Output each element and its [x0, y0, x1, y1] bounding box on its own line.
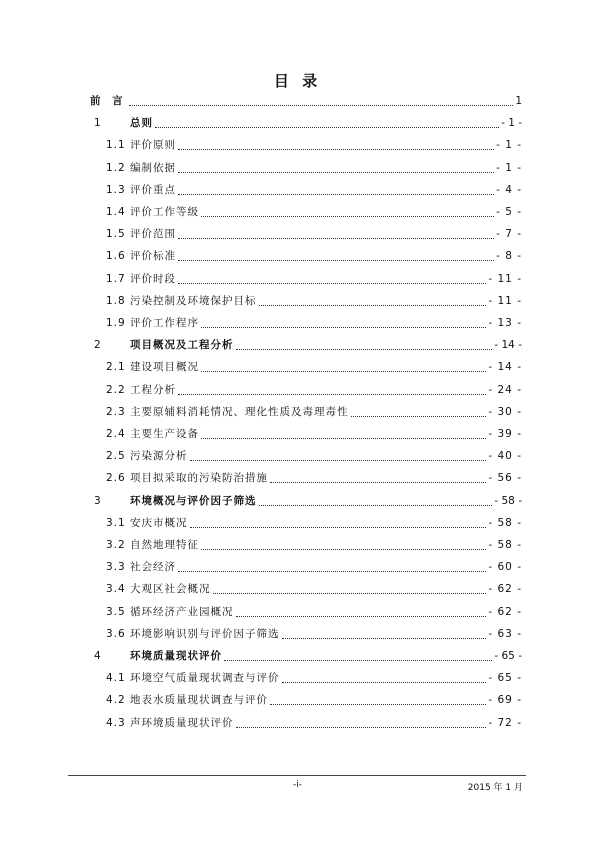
toc-entry[interactable] [90, 316, 522, 330]
toc-entry[interactable] [90, 693, 522, 707]
toc-entry-title: 自然地理特征 [130, 539, 200, 551]
toc-entry[interactable] [90, 205, 522, 219]
toc-entry-page: - 11 - [488, 272, 522, 285]
toc-leader-dots [190, 459, 487, 461]
toc-entry-page: - 62 - [488, 583, 522, 596]
toc-entry[interactable] [90, 138, 522, 152]
toc-entry[interactable] [90, 716, 522, 730]
toc-entry[interactable] [90, 427, 522, 441]
toc-entry[interactable] [90, 360, 522, 374]
toc-entry[interactable] [90, 671, 522, 685]
toc-entry[interactable] [90, 471, 522, 485]
toc-entry-number: 4.3 [106, 716, 126, 729]
toc-leader-dots [201, 437, 486, 439]
toc-entry[interactable] [90, 405, 522, 419]
toc-leader-dots [178, 193, 494, 195]
toc-entry[interactable] [90, 294, 522, 308]
toc-leader-dots [190, 526, 487, 528]
toc-entry-number: 2.2 [106, 383, 126, 396]
toc-entry-page: - 1 - [496, 161, 522, 174]
toc-entry-page: - 1 - [496, 139, 522, 152]
toc-entry-title: 污染控制及环境保护目标 [130, 294, 257, 307]
toc-leader-dots [178, 148, 494, 150]
toc-entry-title: 环境质量现状评价 [130, 650, 222, 662]
toc-entry-title: 社会经济 [130, 561, 177, 574]
toc-leader-dots [270, 703, 486, 705]
toc-entry-number: 4.1 [106, 672, 126, 685]
toc-entry-title: 主要生产设备 [130, 428, 200, 440]
toc-entry-page: - 60 - [488, 561, 522, 574]
toc-entry-page: - 40 - [488, 450, 522, 463]
toc-entry-title: 编制依据 [130, 161, 177, 174]
toc-entry-number: 1.4 [106, 206, 126, 218]
toc-leader-dots [178, 570, 486, 572]
toc-leader-dots [178, 393, 486, 395]
toc-entry[interactable] [90, 227, 522, 241]
toc-entry[interactable] [90, 538, 522, 552]
toc-entry-title: 评价原则 [130, 139, 177, 152]
toc-leader-dots [178, 282, 486, 284]
toc-entry-title: 项目概况及工程分析 [130, 339, 234, 352]
toc-entry-number: 1.9 [106, 317, 126, 329]
toc-entry-title: 循环经济产业园概况 [130, 605, 234, 618]
toc-leader-dots [259, 304, 487, 306]
toc-entry-page: - 5 - [496, 206, 522, 218]
toc-entry-title: 主要原辅料消耗情况、理化性质及毒理毒性 [130, 405, 349, 418]
toc-leader-dots [201, 326, 486, 328]
toc-entry-number: 3.3 [106, 561, 126, 574]
toc-entry-page: - 14 - [494, 339, 522, 352]
toc-entry-title: 环境概况与评价因子筛选 [130, 494, 257, 507]
toc-entry-page: - 8 - [496, 250, 522, 263]
toc-entry-number: 2.3 [106, 405, 126, 418]
toc-entry[interactable] [90, 627, 522, 641]
toc-entry-title: 评价工作程序 [130, 317, 200, 329]
toc-entry[interactable] [90, 449, 522, 463]
toc-entry-page: 1 [515, 95, 522, 107]
toc-leader-dots [224, 659, 492, 661]
toc-entry[interactable] [90, 94, 522, 108]
toc-entry-number: 3.6 [106, 627, 126, 640]
toc-entry-number: 1.8 [106, 294, 126, 307]
toc-leader-dots [178, 237, 494, 239]
page-title: 目 录 [273, 72, 322, 90]
toc-leader-dots [178, 171, 494, 173]
toc-entry-number: 4.2 [106, 694, 126, 707]
toc-entry-title: 环境影响识别与评价因子筛选 [130, 627, 280, 640]
toc-leader-dots [282, 681, 487, 683]
toc-entry-title: 评价重点 [130, 183, 177, 196]
toc-entry[interactable] [90, 649, 522, 663]
toc-entry-number: 3.5 [106, 605, 126, 618]
toc-entry-title: 项目拟采取的污染防治措施 [130, 472, 269, 485]
toc-entry-page: - 63 - [488, 627, 522, 640]
toc-leader-dots [201, 548, 486, 550]
toc-leader-dots [213, 592, 487, 594]
toc-entry-number: 3.1 [106, 516, 126, 529]
toc-entry[interactable] [90, 116, 522, 130]
toc-entry-number: 1.7 [106, 272, 126, 285]
toc-entry-page: - 4 - [496, 183, 522, 196]
footer-date: 2015 年 1 月 [467, 783, 523, 793]
toc-entry-page: - 30 - [488, 405, 522, 418]
toc-entry-page: - 39 - [488, 428, 522, 440]
toc-entry[interactable] [90, 516, 522, 530]
toc-entry-number: 2.1 [106, 361, 126, 374]
toc-entry-number: 1 [94, 117, 101, 130]
footer-divider [68, 775, 526, 776]
toc-leader-dots [236, 726, 487, 728]
footer-page-number: -i- [293, 780, 302, 790]
toc-leader-dots [129, 104, 514, 106]
toc-entry-number: 1.2 [106, 161, 126, 174]
toc-entry-page: - 13 - [488, 317, 522, 329]
toc-leader-dots [178, 259, 494, 261]
toc-entry-page: - 58 - [494, 494, 522, 507]
toc-leader-dots [236, 348, 493, 350]
toc-entry-page: - 65 - [494, 650, 522, 662]
toc-leader-dots [270, 481, 486, 483]
toc-entry-title: 评价范围 [130, 228, 177, 241]
toc-entry[interactable] [90, 161, 522, 175]
toc-entry-title: 安庆市概况 [130, 516, 188, 529]
toc-leader-dots [236, 615, 487, 617]
toc-entry-title: 声环境质量现状评价 [130, 716, 234, 729]
toc-entry-title: 评价标准 [130, 250, 177, 263]
toc-entry-number: 4 [94, 650, 101, 662]
toc-entry-number: 3.4 [106, 583, 126, 596]
toc-entry-title: 污染源分析 [130, 450, 188, 463]
toc-entry-number: 2.4 [106, 428, 126, 440]
toc-entry-title: 前 言 [90, 95, 127, 107]
toc-entry-title: 建设项目概况 [130, 361, 200, 374]
toc-entry-page: - 24 - [488, 383, 522, 396]
toc-entry-title: 评价时段 [130, 272, 177, 285]
toc-entry-page: - 58 - [488, 539, 522, 551]
toc-entry[interactable] [90, 338, 522, 352]
toc-entry-title: 评价工作等级 [130, 206, 200, 218]
toc-entry-number: 2.5 [106, 450, 126, 463]
toc-entry-page: - 7 - [496, 228, 522, 241]
toc-leader-dots [351, 415, 487, 417]
toc-entry[interactable] [90, 582, 522, 596]
toc-leader-dots [201, 370, 486, 372]
toc-entry-page: - 1 - [501, 117, 522, 130]
toc-entry-title: 工程分析 [130, 383, 177, 396]
toc-entry-page: - 65 - [488, 672, 522, 685]
toc-entry-number: 1.3 [106, 183, 126, 196]
toc-entry-page: - 69 - [488, 694, 522, 707]
toc-entry[interactable] [90, 494, 522, 508]
toc-entry[interactable] [90, 272, 522, 286]
toc-entry[interactable] [90, 183, 522, 197]
toc-entry-number: 3 [94, 494, 101, 507]
toc-entry-title: 总则 [130, 117, 153, 130]
toc-entry[interactable] [90, 605, 522, 619]
toc-entry-title: 大观区社会概况 [130, 583, 211, 596]
toc-entry[interactable] [90, 249, 522, 263]
toc-entry-page: - 14 - [488, 361, 522, 374]
toc-entry-title: 环境空气质量现状调查与评价 [130, 672, 280, 685]
toc-entry-page: - 11 - [488, 294, 522, 307]
toc-leader-dots [259, 504, 493, 506]
toc-entry[interactable] [90, 383, 522, 397]
toc-entry-number: 1.5 [106, 228, 126, 241]
toc-entry[interactable] [90, 560, 522, 574]
toc-entry-title: 地表水质量现状调查与评价 [130, 694, 269, 707]
toc-leader-dots [201, 215, 494, 217]
toc-entry-page: - 58 - [488, 516, 522, 529]
toc-entry-number: 3.2 [106, 539, 126, 551]
toc-entry-page: - 62 - [488, 605, 522, 618]
toc-leader-dots [155, 126, 499, 128]
toc-entry-page: - 72 - [488, 716, 522, 729]
toc-entry-page: - 56 - [488, 472, 522, 485]
toc-entry-number: 2 [94, 339, 101, 352]
toc-entry-number: 1.6 [106, 250, 126, 263]
toc-entry-number: 2.6 [106, 472, 126, 485]
toc-entry-number: 1.1 [106, 139, 126, 152]
toc-leader-dots [282, 637, 487, 639]
